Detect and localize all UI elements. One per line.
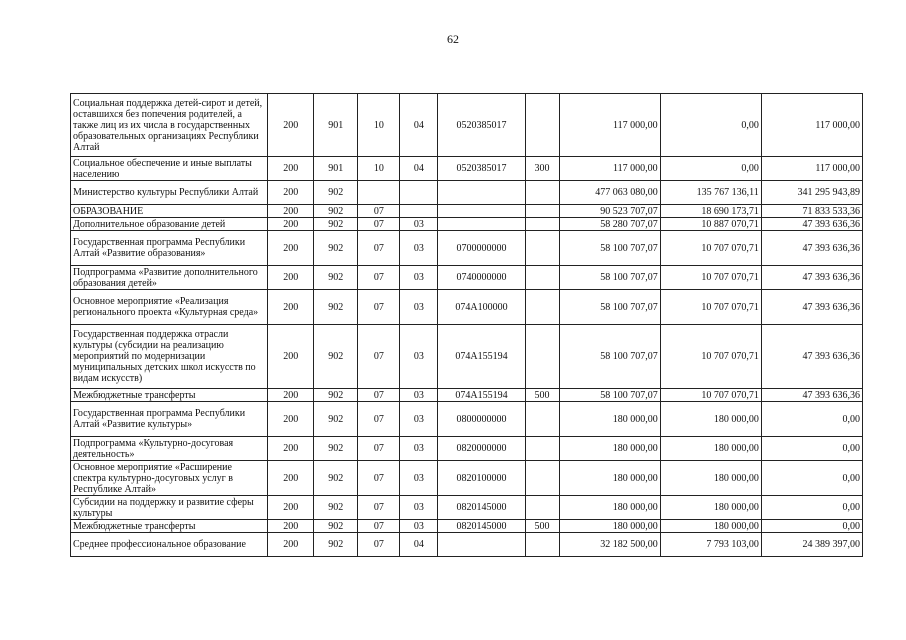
table-row <box>71 231 863 266</box>
row-pr-code: 03 <box>400 496 438 520</box>
row-csr-code <box>438 533 525 557</box>
table-row <box>71 496 863 520</box>
row-gr-code: 200 <box>268 231 314 266</box>
row-ved-code: 902 <box>314 461 358 496</box>
row-amount-1: 58 100 707,07 <box>559 231 660 266</box>
row-csr-code: 0820145000 <box>438 520 525 533</box>
row-ved-code: 902 <box>314 496 358 520</box>
row-csr-code: 0800000000 <box>438 402 525 437</box>
table-row <box>71 325 863 389</box>
row-amount-2: 180 000,00 <box>660 437 761 461</box>
row-csr-code: 0820145000 <box>438 496 525 520</box>
row-vr-code <box>525 402 559 437</box>
row-csr-code: 0700000000 <box>438 231 525 266</box>
row-ved-code: 902 <box>314 290 358 325</box>
row-gr-code: 200 <box>268 402 314 437</box>
row-amount-2: 180 000,00 <box>660 520 761 533</box>
row-vr-code <box>525 181 559 205</box>
row-rz-code: 07 <box>358 218 400 231</box>
row-csr-code <box>438 205 525 218</box>
row-amount-3: 117 000,00 <box>761 94 862 157</box>
row-name: Дополнительное образование детей <box>71 218 268 231</box>
row-pr-code: 03 <box>400 437 438 461</box>
row-amount-1: 180 000,00 <box>559 461 660 496</box>
row-amount-1: 58 100 707,07 <box>559 325 660 389</box>
row-amount-2: 0,00 <box>660 94 761 157</box>
row-csr-code: 074A155194 <box>438 325 525 389</box>
row-name: Субсидии на поддержку и развитие сферы культуры <box>71 496 268 520</box>
row-csr-code <box>438 181 525 205</box>
row-amount-2: 135 767 136,11 <box>660 181 761 205</box>
row-gr-code: 200 <box>268 461 314 496</box>
budget-table <box>70 93 863 557</box>
row-rz-code: 07 <box>358 205 400 218</box>
table-row <box>71 520 863 533</box>
row-vr-code <box>525 325 559 389</box>
row-rz-code: 10 <box>358 157 400 181</box>
row-gr-code: 200 <box>268 205 314 218</box>
row-amount-3: 0,00 <box>761 437 862 461</box>
row-name: Основное мероприятие «Реализация регионального проекта «Культурная среда» <box>71 290 268 325</box>
row-rz-code: 10 <box>358 94 400 157</box>
row-amount-3: 47 393 636,36 <box>761 266 862 290</box>
row-gr-code: 200 <box>268 157 314 181</box>
row-amount-3: 0,00 <box>761 461 862 496</box>
row-amount-3: 47 393 636,36 <box>761 218 862 231</box>
row-amount-1: 117 000,00 <box>559 157 660 181</box>
row-amount-1: 58 280 707,07 <box>559 218 660 231</box>
row-rz-code: 07 <box>358 266 400 290</box>
row-amount-1: 58 100 707,07 <box>559 290 660 325</box>
table-row <box>71 533 863 557</box>
row-vr-code <box>525 461 559 496</box>
row-gr-code: 200 <box>268 520 314 533</box>
row-name: Основное мероприятие «Расширение спектра культурно-досуговых услуг в Республике Алтай» <box>71 461 268 496</box>
row-csr-code: 074A100000 <box>438 290 525 325</box>
row-gr-code: 200 <box>268 437 314 461</box>
table-row <box>71 218 863 231</box>
row-name: Государственная программа Республики Алтай «Развитие культуры» <box>71 402 268 437</box>
row-rz-code: 07 <box>358 231 400 266</box>
row-name: Межбюджетные трансферты <box>71 520 268 533</box>
row-csr-code: 0520385017 <box>438 157 525 181</box>
row-amount-2: 10 707 070,71 <box>660 231 761 266</box>
row-vr-code <box>525 290 559 325</box>
row-rz-code: 07 <box>358 496 400 520</box>
table-row <box>71 266 863 290</box>
row-gr-code: 200 <box>268 325 314 389</box>
row-name: Межбюджетные трансферты <box>71 389 268 402</box>
row-pr-code: 03 <box>400 461 438 496</box>
row-gr-code: 200 <box>268 181 314 205</box>
row-amount-3: 47 393 636,36 <box>761 290 862 325</box>
row-amount-3: 71 833 533,36 <box>761 205 862 218</box>
row-vr-code: 300 <box>525 157 559 181</box>
row-pr-code: 03 <box>400 325 438 389</box>
row-amount-3: 341 295 943,89 <box>761 181 862 205</box>
row-amount-2: 10 707 070,71 <box>660 389 761 402</box>
row-vr-code <box>525 205 559 218</box>
row-amount-2: 18 690 173,71 <box>660 205 761 218</box>
table-row <box>71 290 863 325</box>
row-vr-code <box>525 94 559 157</box>
table-row <box>71 461 863 496</box>
row-pr-code: 03 <box>400 402 438 437</box>
row-gr-code: 200 <box>268 533 314 557</box>
row-name: Социальное обеспечение и иные выплаты населению <box>71 157 268 181</box>
row-rz-code: 07 <box>358 290 400 325</box>
row-name: Подпрограмма «Развитие дополнительного образования детей» <box>71 266 268 290</box>
row-vr-code <box>525 496 559 520</box>
row-csr-code: 0820100000 <box>438 461 525 496</box>
row-pr-code: 03 <box>400 218 438 231</box>
row-amount-1: 117 000,00 <box>559 94 660 157</box>
row-gr-code: 200 <box>268 266 314 290</box>
row-vr-code: 500 <box>525 520 559 533</box>
row-ved-code: 902 <box>314 205 358 218</box>
table-row <box>71 94 863 157</box>
row-ved-code: 902 <box>314 520 358 533</box>
row-amount-1: 180 000,00 <box>559 402 660 437</box>
row-csr-code <box>438 218 525 231</box>
table-row <box>71 389 863 402</box>
row-amount-2: 10 707 070,71 <box>660 325 761 389</box>
row-name: ОБРАЗОВАНИЕ <box>71 205 268 218</box>
row-csr-code: 0740000000 <box>438 266 525 290</box>
row-gr-code: 200 <box>268 389 314 402</box>
row-vr-code <box>525 218 559 231</box>
row-amount-3: 47 393 636,36 <box>761 231 862 266</box>
row-amount-3: 117 000,00 <box>761 157 862 181</box>
row-vr-code <box>525 437 559 461</box>
row-ved-code: 902 <box>314 533 358 557</box>
row-pr-code: 04 <box>400 94 438 157</box>
row-amount-1: 180 000,00 <box>559 437 660 461</box>
row-amount-2: 180 000,00 <box>660 461 761 496</box>
row-name: Подпрограмма «Культурно-досуговая деятельность» <box>71 437 268 461</box>
row-amount-2: 180 000,00 <box>660 496 761 520</box>
row-csr-code: 0520385017 <box>438 94 525 157</box>
row-amount-3: 24 389 397,00 <box>761 533 862 557</box>
row-gr-code: 200 <box>268 218 314 231</box>
row-rz-code: 07 <box>358 533 400 557</box>
row-amount-3: 47 393 636,36 <box>761 325 862 389</box>
row-pr-code: 03 <box>400 266 438 290</box>
row-ved-code: 902 <box>314 266 358 290</box>
row-vr-code <box>525 533 559 557</box>
row-rz-code: 07 <box>358 461 400 496</box>
row-amount-2: 10 707 070,71 <box>660 266 761 290</box>
row-amount-2: 0,00 <box>660 157 761 181</box>
row-ved-code: 902 <box>314 437 358 461</box>
row-amount-2: 10 887 070,71 <box>660 218 761 231</box>
row-vr-code <box>525 266 559 290</box>
row-vr-code: 500 <box>525 389 559 402</box>
row-ved-code: 902 <box>314 389 358 402</box>
table-row <box>71 205 863 218</box>
row-amount-3: 0,00 <box>761 496 862 520</box>
row-amount-1: 90 523 707,07 <box>559 205 660 218</box>
row-name: Социальная поддержка детей-сирот и детей, оставшихся без попечения родителей, а также лиц из их числа в государственных образовательных организациях Республики Алтай <box>71 94 268 157</box>
row-pr-code: 03 <box>400 389 438 402</box>
row-name: Государственная программа Республики Алтай «Развитие образования» <box>71 231 268 266</box>
row-pr-code: 03 <box>400 290 438 325</box>
row-ved-code: 902 <box>314 231 358 266</box>
row-csr-code: 0820000000 <box>438 437 525 461</box>
row-amount-1: 477 063 080,00 <box>559 181 660 205</box>
table-row <box>71 437 863 461</box>
row-rz-code: 07 <box>358 520 400 533</box>
row-ved-code: 901 <box>314 94 358 157</box>
row-ved-code: 902 <box>314 402 358 437</box>
row-pr-code <box>400 205 438 218</box>
row-amount-3: 47 393 636,36 <box>761 389 862 402</box>
row-rz-code: 07 <box>358 325 400 389</box>
row-amount-3: 0,00 <box>761 402 862 437</box>
row-amount-2: 180 000,00 <box>660 402 761 437</box>
row-amount-2: 10 707 070,71 <box>660 290 761 325</box>
row-amount-1: 58 100 707,07 <box>559 266 660 290</box>
row-amount-1: 180 000,00 <box>559 496 660 520</box>
row-rz-code: 07 <box>358 402 400 437</box>
row-name: Государственная поддержка отрасли культуры (субсидии на реализацию мероприятий по модернизации муниципальных детских школ искусств по видам искусств) <box>71 325 268 389</box>
row-gr-code: 200 <box>268 94 314 157</box>
row-pr-code: 03 <box>400 520 438 533</box>
row-gr-code: 200 <box>268 496 314 520</box>
table-row <box>71 181 863 205</box>
row-amount-3: 0,00 <box>761 520 862 533</box>
row-pr-code: 04 <box>400 157 438 181</box>
row-pr-code: 04 <box>400 533 438 557</box>
row-gr-code: 200 <box>268 290 314 325</box>
row-amount-1: 180 000,00 <box>559 520 660 533</box>
row-rz-code: 07 <box>358 437 400 461</box>
row-ved-code: 902 <box>314 218 358 231</box>
row-name: Среднее профессиональное образование <box>71 533 268 557</box>
row-ved-code: 902 <box>314 325 358 389</box>
row-pr-code: 03 <box>400 231 438 266</box>
page-number: 62 <box>447 32 459 46</box>
row-rz-code <box>358 181 400 205</box>
table-row <box>71 157 863 181</box>
row-amount-1: 32 182 500,00 <box>559 533 660 557</box>
row-ved-code: 902 <box>314 181 358 205</box>
row-amount-1: 58 100 707,07 <box>559 389 660 402</box>
row-name: Министерство культуры Республики Алтай <box>71 181 268 205</box>
row-ved-code: 901 <box>314 157 358 181</box>
table-row <box>71 402 863 437</box>
row-amount-2: 7 793 103,00 <box>660 533 761 557</box>
row-pr-code <box>400 181 438 205</box>
row-rz-code: 07 <box>358 389 400 402</box>
row-csr-code: 074A155194 <box>438 389 525 402</box>
row-vr-code <box>525 231 559 266</box>
